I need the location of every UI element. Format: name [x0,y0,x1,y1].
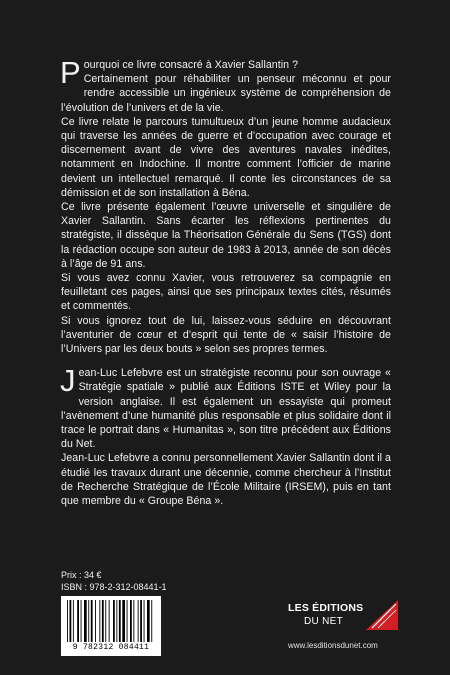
question-text: ourquoi ce livre consacré à Xavier Sallantin ? [83,59,299,71]
publisher-url: www.lesditionsdunet.com [288,641,378,650]
author-bio-paragraph [60,363,391,451]
author-relation-paragraph: Jean-Luc Lefebvre a connu personnellement Xavier Sallantin dont il a étudié les travaux durant une décennie, comme chercheur à l’Institut de Recherche Stratégique de l’École Militaire (IRSEM), puis en tant que membre du « Groupe Béna ». [61,452,391,508]
question-paragraph [60,55,391,90]
price-label: Prix : 34 € [61,570,102,580]
barcode [61,596,161,656]
author-drop-cap: J [60,363,76,399]
back-cover-text [60,55,391,508]
drop-cap: P [60,55,81,90]
author-bio-text: ean-Luc Lefebvre est un stratégiste reconnu pour son ouvrage « Stratégie spatiale » publié aux Éditions ISTE et Wiley pour la version anglaise. Il est également un essayiste qui promeut l’avènement d’une humanité plus responsable et plus solidaire dont il trace le portrait dans « Humanitas », son titre précédent aux Éditions du Net. [61,367,391,451]
paragraph-known: Si vous avez connu Xavier, vous retrouverez sa compagnie en feuilletant ces pages, ainsi que ses principaux textes cités, résumés et commentés. [61,272,391,313]
publisher-logo [288,600,398,634]
price-isbn-block [61,570,167,593]
paragraph-unknown: Si vous ignorez tout de lui, laissez-vous séduire en découvrant l’aventurier de cœur et d’esprit qui tente de « saisir l’histoire de l’Univers par les deux bouts » selon ses propres termes. [61,314,391,356]
paragraph-journey: Ce livre relate le parcours tumultueux d’un jeune homme audacieux qui traverse les années de guerre et d’occupation avec courage et discernement avant de vivre des aventures navales inédites, notamment en Indochine. Il montre comment l’officier de marine devient un intellectuel remarqué. Il conte les circonstances de sa démission et de son installation à Béna. [61,115,391,199]
publisher-mark-icon [366,600,398,630]
publisher-name-line2: DU NET [304,616,344,627]
barcode-number: 9 782312 084411 [72,643,150,652]
publisher-name-line1: LES ÉDITIONS [288,602,364,614]
paragraph-work: Ce livre présente également l’œuvre universelle et singulière de Xavier Sallantin. Sans écarter les réflexions pertinentes du stratégiste, il dissèque la Théorisation Générale du Sens (TGS) dont la rédaction occupe son auteur de 1983 à 2013, année de son décès à l’âge de 91 ans. [61,201,391,270]
barcode-bars [67,600,155,642]
isbn-label: ISBN : 978-2-312-08441-1 [61,581,167,592]
paragraph-intro: Certainement pour réhabiliter un penseur méconnu et pour rendre accessible un ingénieux système de compréhension de l’évolution de l’univers et de la vie. [61,73,391,114]
